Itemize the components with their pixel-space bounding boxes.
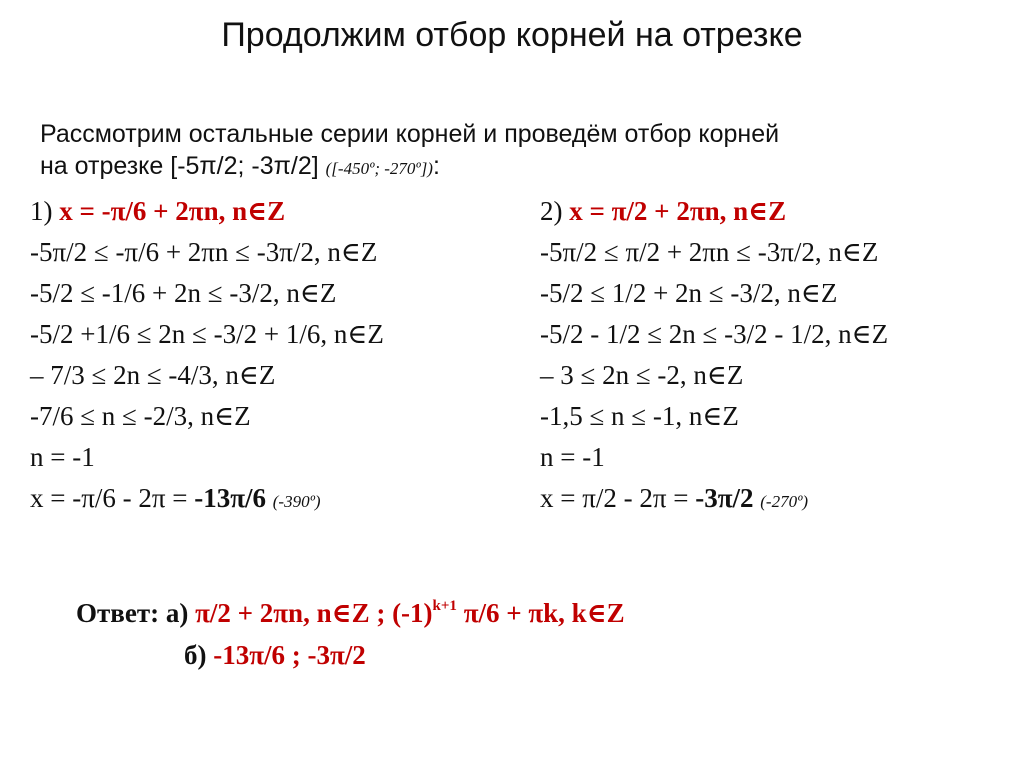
right-result xyxy=(540,483,888,524)
left-result-prefix: x = -π/6 - 2π = xyxy=(30,483,195,513)
left-header-number: 1) xyxy=(30,196,60,226)
left-header xyxy=(30,196,384,237)
intro-text xyxy=(40,118,1000,185)
interval-text: на отрезке [-5π/2; -3π/2] xyxy=(40,152,326,180)
right-step: -5/2 - 1/2 ≤ 2n ≤ -3/2 - 1/2, n∈Z xyxy=(540,319,889,349)
left-step: -7/6 ≤ n ≤ -2/3, n∈Z xyxy=(30,401,251,431)
left-step: – 7/3 ≤ 2n ≤ -4/3, n∈Z xyxy=(30,360,276,390)
answer-block xyxy=(76,598,625,682)
right-header-formula: x = π/2 + 2πn, n∈Z xyxy=(569,196,787,226)
answer-a-formula xyxy=(195,598,625,628)
answer-a-text-2: π/6 + πk, k∈Z xyxy=(456,598,625,628)
answer-a-exponent: k+1 xyxy=(432,598,457,614)
right-step: – 3 ≤ 2n ≤ -2, n∈Z xyxy=(540,360,744,390)
answer-part-b xyxy=(76,640,625,682)
right-step: -5π/2 ≤ π/2 + 2πn ≤ -3π/2, n∈Z xyxy=(540,237,879,267)
right-result-degrees: (-270º) xyxy=(760,492,809,511)
answer-part-a xyxy=(76,598,625,640)
left-result-value: -13π/6 xyxy=(194,483,266,513)
right-header-number: 2) xyxy=(540,196,570,226)
intro-line-2 xyxy=(40,150,1000,185)
right-step: -1,5 ≤ n ≤ -1, n∈Z xyxy=(540,401,739,431)
left-column xyxy=(30,196,384,524)
answer-b-formula: -13π/6 ; -3π/2 xyxy=(213,640,366,670)
intro-line-1: Рассмотрим остальные серии корней и проведём отбор корней xyxy=(40,120,780,148)
right-header xyxy=(540,196,888,237)
intro-colon: : xyxy=(432,152,440,180)
right-step: -5/2 ≤ 1/2 + 2n ≤ -3/2, n∈Z xyxy=(540,278,838,308)
left-result-degrees: (-390º) xyxy=(272,492,321,511)
left-step: -5π/2 ≤ -π/6 + 2πn ≤ -3π/2, n∈Z xyxy=(30,237,378,267)
slide-title: Продолжим отбор корней на отрезке xyxy=(221,16,803,54)
right-step: n = -1 xyxy=(540,442,605,472)
answer-b-label: б) xyxy=(184,640,214,670)
left-step: -5/2 +1/6 ≤ 2n ≤ -3/2 + 1/6, n∈Z xyxy=(30,319,384,349)
right-column xyxy=(540,196,888,524)
left-result xyxy=(30,483,384,524)
interval-degrees: ([-450º; -270º]) xyxy=(325,159,433,178)
right-result-value: -3π/2 xyxy=(695,483,754,513)
answer-a-text-1: π/2 + 2πn, n∈Z ; (-1) xyxy=(195,598,433,628)
answer-label: Ответ: а) xyxy=(76,598,196,628)
left-step: n = -1 xyxy=(30,442,95,472)
right-result-prefix: x = π/2 - 2π = xyxy=(540,483,696,513)
left-header-formula: x = -π/6 + 2πn, n∈Z xyxy=(59,196,286,226)
left-step: -5/2 ≤ -1/6 + 2n ≤ -3/2, n∈Z xyxy=(30,278,337,308)
